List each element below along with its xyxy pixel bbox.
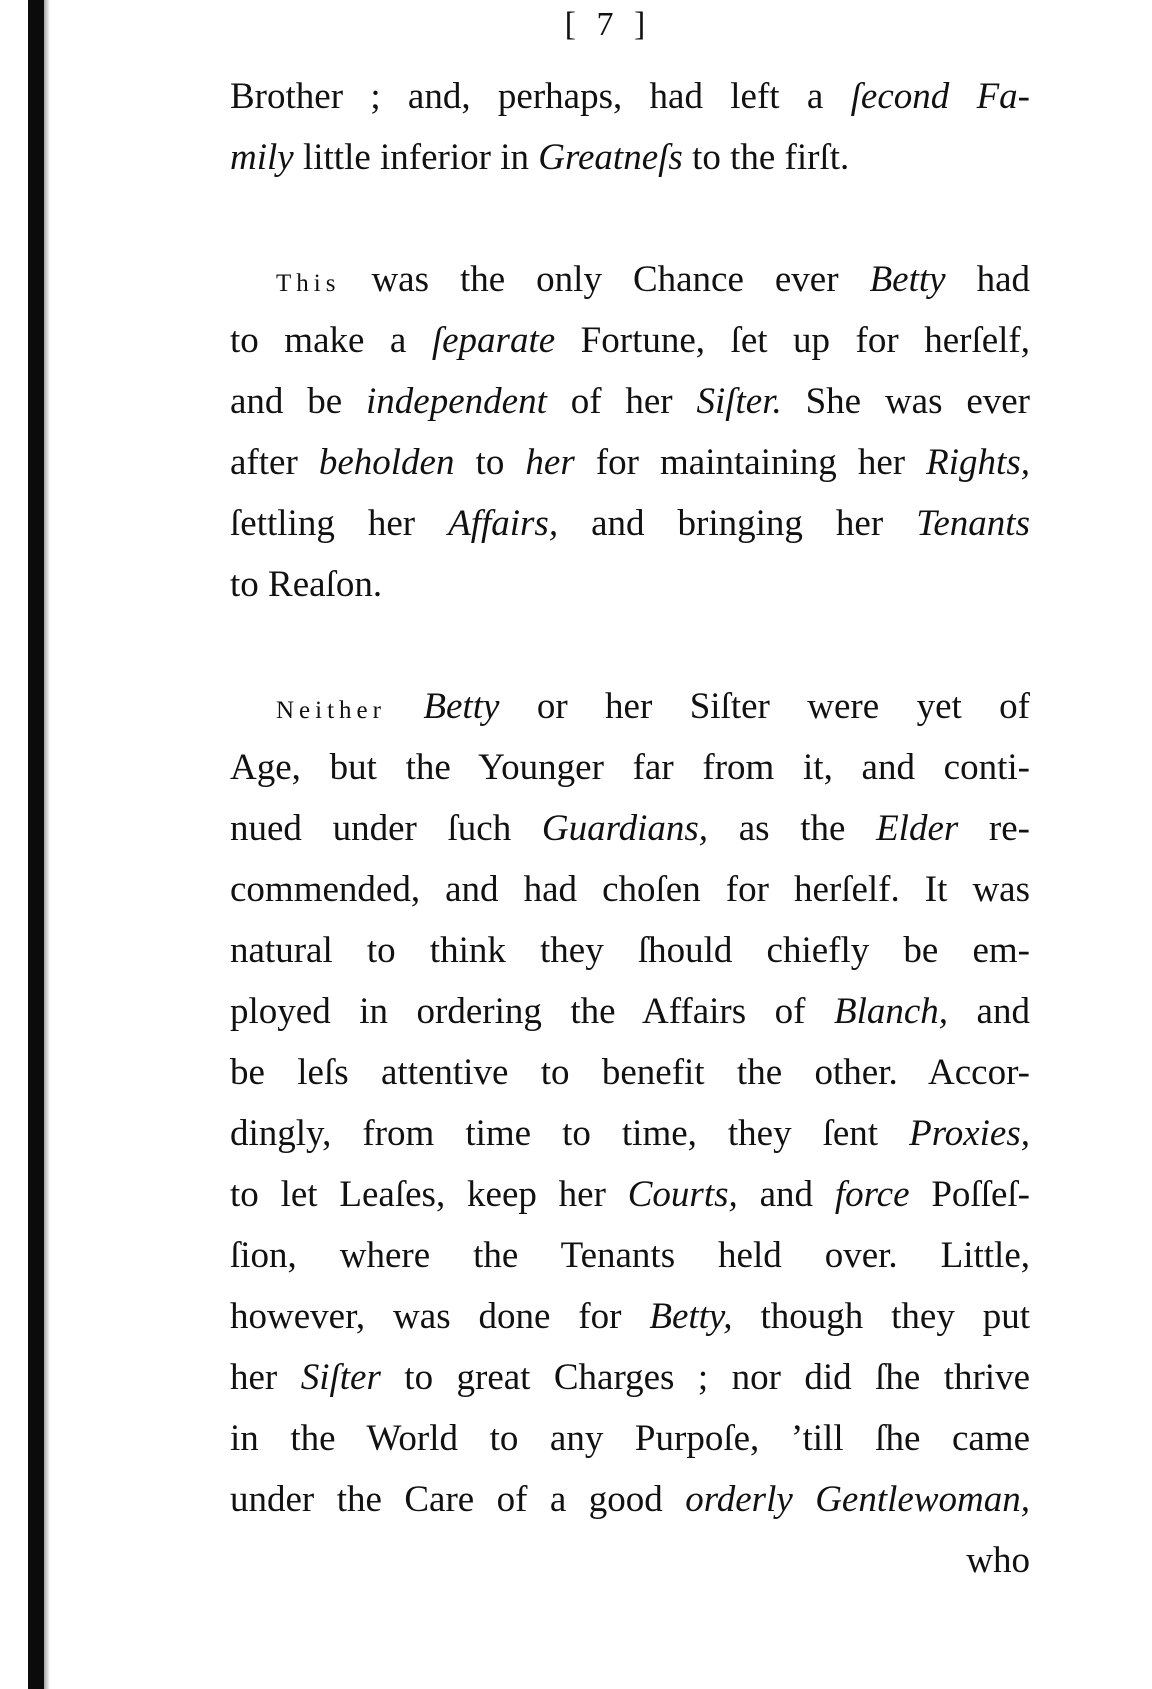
text-line: in the World to any Purpoſe, ’till ſhe came	[230, 1418, 1030, 1459]
text-line: her Siſter to great Charges ; nor did ſhe thrive	[230, 1357, 1031, 1398]
text-line: after beholden to her for maintaining her Rights,	[230, 442, 1030, 483]
text-line: commended, and had choſen for herſelf. It was	[230, 869, 1030, 910]
text-line: to Reaſon.	[230, 564, 383, 605]
text-line: nued under ſuch Guardians, as the Elder re-	[230, 808, 1030, 849]
text-line: however, was done for Betty, though they put	[230, 1296, 1031, 1337]
page-text	[230, 66, 1030, 1591]
text-line: dingly, from time to time, they ſent Proxies,	[230, 1113, 1030, 1154]
text-line: to let Leaſes, keep her Courts, and force Poſſeſ-	[230, 1174, 1030, 1215]
book-binding-edge	[28, 0, 44, 1689]
text-line: natural to think they ſhould chiefly be em-	[230, 930, 1030, 971]
page-number: [ 7 ]	[564, 6, 652, 43]
text-line: ſion, where the Tenants held over. Little,	[230, 1235, 1030, 1276]
text-line: and be independent of her Siſter. She was ever	[230, 381, 1030, 422]
text-line: Brother ; and, perhaps, had left a ſecond Fa-	[230, 76, 1030, 117]
text-line: under the Care of a good orderly Gentlewoman,	[230, 1479, 1030, 1520]
binding-shadow	[44, 0, 50, 1689]
text-line: ſettling her Affairs, and bringing her Tenants	[230, 503, 1030, 544]
paragraph-gap	[230, 188, 1030, 249]
text-line: Neither Betty or her Siſter were yet of	[276, 686, 1031, 727]
catchword: who	[966, 1540, 1030, 1581]
text-line: mily little inferior in Greatneſs to the firſt.	[230, 137, 850, 178]
text-line: ployed in ordering the Affairs of Blanch, and	[230, 991, 1030, 1032]
paragraph-gap	[230, 615, 1030, 676]
text-line: be leſs attentive to benefit the other. Accor-	[230, 1052, 1030, 1093]
text-line: to make a ſeparate Fortune, ſet up for herſelf,	[230, 320, 1030, 361]
text-line: This was the only Chance ever Betty had	[276, 259, 1030, 300]
text-line: Age, but the Younger far from it, and conti-	[230, 747, 1030, 788]
